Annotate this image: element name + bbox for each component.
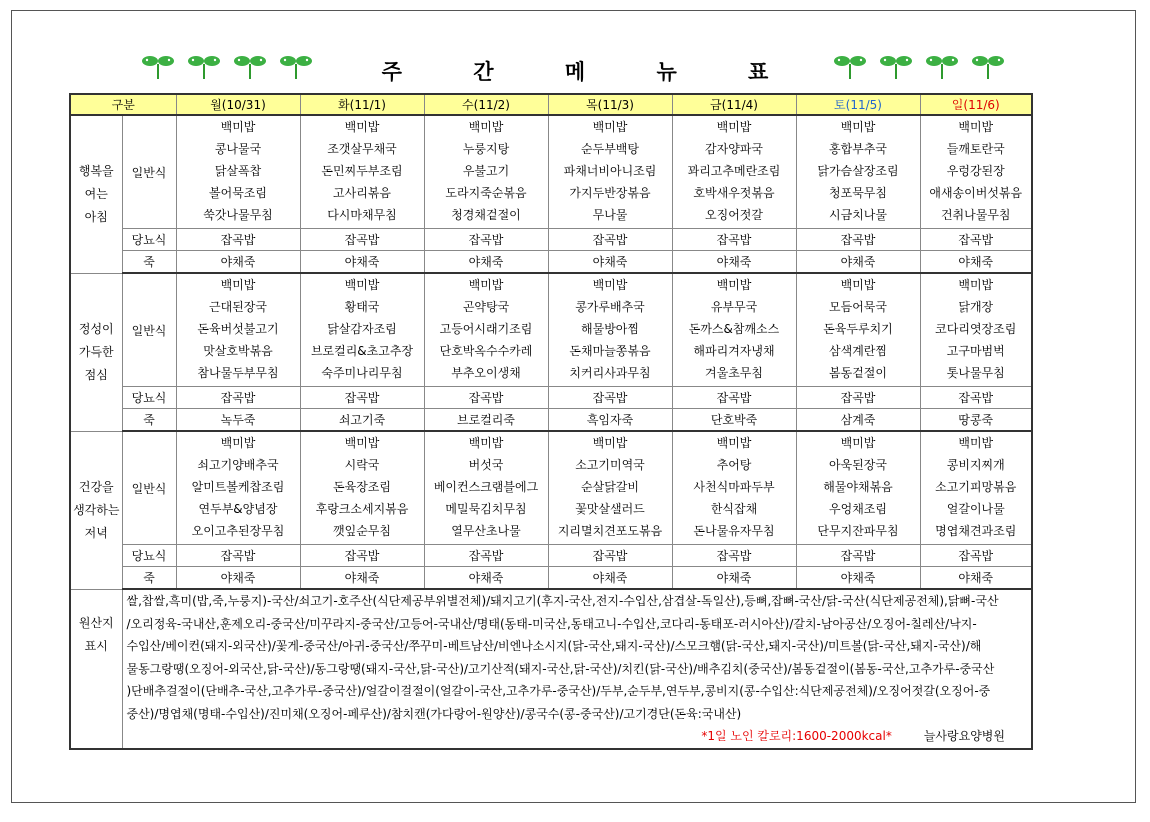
menu-item: 근대된장국 <box>209 300 267 314</box>
diabetic-cell-thu: 잡곡밥 <box>548 229 672 251</box>
menu-item: 홍합부추국 <box>829 142 887 156</box>
menu-item: 콩가루배추국 <box>575 300 645 314</box>
section-label-line: 건강을 <box>78 479 114 494</box>
menu-cell-tue <box>300 273 424 387</box>
general-meal-label: 일반식 <box>122 115 176 229</box>
porridge-cell-mon: 야채죽 <box>176 251 300 274</box>
menu-item: 치커리사과무침 <box>569 366 651 380</box>
menu-cell-wed <box>424 273 548 387</box>
menu-item: 꽃맛살샐러드 <box>575 502 645 516</box>
lunch-diabetic-row <box>70 387 1032 409</box>
menu-item: 백미밥 <box>716 120 752 134</box>
diabetic-cell-thu: 잡곡밥 <box>548 387 672 409</box>
menu-cell-tue <box>300 431 424 545</box>
diabetic-cell-wed: 잡곡밥 <box>424 387 548 409</box>
menu-item: 명엽채견과조림 <box>935 524 1017 538</box>
section-label-line: 여는 <box>84 186 108 201</box>
footer-line <box>127 725 1028 748</box>
origin-label <box>70 589 122 749</box>
menu-item: 백미밥 <box>220 278 256 292</box>
menu-item: 삼색계란찜 <box>829 344 887 358</box>
menu-item: 단무지잔파무침 <box>817 524 899 538</box>
menu-item: 고사리볶음 <box>333 186 391 200</box>
menu-item: 모듬어묵국 <box>829 300 887 314</box>
menu-item: 부추오이생채 <box>451 366 521 380</box>
diabetic-cell-sat: 잡곡밥 <box>796 387 920 409</box>
day-header-sun: 일(11/6) <box>920 94 1032 115</box>
menu-item: 가지두반장볶음 <box>569 186 651 200</box>
origin-line: 중산)/명엽채(명태-수입산)/진미채(오징어-페루산)/참치캔(가다랑어-원양산)/콩국수(콩-중국산)/고기경단(돈육:국내산) <box>126 706 742 721</box>
menu-item: 순두부백탕 <box>581 142 639 156</box>
porridge-cell-sun: 야채죽 <box>920 251 1032 274</box>
porridge-meal-label: 죽 <box>122 251 176 274</box>
menu-item: 조갯살무채국 <box>327 142 397 156</box>
menu-item: 해파리겨자냉채 <box>693 344 775 358</box>
menu-item: 닭개장 <box>958 300 994 314</box>
sprout-icon <box>924 52 960 80</box>
sprout-icon <box>832 52 868 80</box>
menu-item: 돈나물유자무침 <box>693 524 775 538</box>
menu-item: 알미트볼케찹조림 <box>191 480 285 494</box>
breakfast-diabetic-row <box>70 229 1032 251</box>
menu-item: 우엉채조림 <box>829 502 887 516</box>
menu-item: 다시마채무침 <box>327 208 397 222</box>
menu-item: 볼어묵조림 <box>209 186 267 200</box>
diabetic-cell-tue: 잡곡밥 <box>300 545 424 567</box>
porridge-cell-fri: 단호박죽 <box>672 409 796 432</box>
menu-cell-thu <box>548 273 672 387</box>
origin-line: 물동그랑땡(오징어-외국산,닭-국산)/동그랑땡(돼지-국산,닭-국산)/고기산적(돼지-국산,닭-국산)/치킨(닭-국산)/배추김치(중국산)/봄동겉절이(봄동-국산,고추가루-중국산 <box>126 661 995 676</box>
menu-item: 열무산초나물 <box>451 524 521 538</box>
menu-item: 돈육장조림 <box>333 480 391 494</box>
porridge-cell-mon: 야채죽 <box>176 567 300 590</box>
menu-item: 소고기피망볶음 <box>935 480 1017 494</box>
menu-item: 꽈리고추메란조림 <box>687 164 781 178</box>
menu-cell-mon <box>176 115 300 229</box>
porridge-cell-sun: 야채죽 <box>920 567 1032 590</box>
menu-cell-thu <box>548 115 672 229</box>
day-header-mon: 월(10/31) <box>176 94 300 115</box>
menu-item: 브로컬리&초고추장 <box>310 344 414 358</box>
menu-item: 백미밥 <box>344 120 380 134</box>
menu-item: 돈육버섯불고기 <box>197 322 279 336</box>
menu-cell-fri <box>672 115 796 229</box>
menu-item: 백미밥 <box>344 278 380 292</box>
diabetic-meal-label: 당뇨식 <box>122 545 176 567</box>
menu-item: 백미밥 <box>840 278 876 292</box>
section-label-line: 점심 <box>84 367 108 382</box>
menu-item: 닭가슴살장조림 <box>817 164 899 178</box>
menu-item: 고구마범벅 <box>946 344 1005 358</box>
diabetic-cell-mon: 잡곡밥 <box>176 229 300 251</box>
porridge-cell-thu: 야채죽 <box>548 567 672 590</box>
menu-cell-sun <box>920 273 1032 387</box>
menu-item: 백미밥 <box>468 120 504 134</box>
menu-item: 콩나물국 <box>214 142 262 156</box>
menu-item: 백미밥 <box>220 120 256 134</box>
sprout-icon <box>970 52 1006 80</box>
day-header-sat: 토(11/5) <box>796 94 920 115</box>
menu-item: 돈민찌두부조림 <box>321 164 403 178</box>
menu-item: 봄동겉절이 <box>829 366 887 380</box>
diabetic-meal-label: 당뇨식 <box>122 387 176 409</box>
diabetic-cell-thu: 잡곡밥 <box>548 545 672 567</box>
menu-cell-sun <box>920 431 1032 545</box>
menu-item: 연두부&양념장 <box>198 502 278 516</box>
section-label-line: 행복을 <box>78 163 114 178</box>
menu-item: 백미밥 <box>716 278 752 292</box>
menu-item: 백미밥 <box>958 436 994 450</box>
diabetic-cell-mon: 잡곡밥 <box>176 545 300 567</box>
porridge-cell-tue: 쇠고기죽 <box>300 409 424 432</box>
menu-item: 돈육두루치기 <box>823 322 893 336</box>
menu-item: 추어탕 <box>716 458 752 472</box>
menu-item: 애새송이버섯볶음 <box>929 186 1023 200</box>
breakfast-porridge-row <box>70 251 1032 274</box>
menu-item: 청경채겉절이 <box>451 208 521 222</box>
menu-item: 깻잎순무침 <box>333 524 391 538</box>
menu-item: 우불고기 <box>462 164 510 178</box>
porridge-cell-sat: 야채죽 <box>796 567 920 590</box>
menu-item: 백미밥 <box>592 120 628 134</box>
breakfast-general-row <box>70 115 1032 229</box>
menu-item: 숙주미나리무침 <box>321 366 403 380</box>
origin-line: )단배추걸절이(단배추-국산,고추가루-중국산)/얼갈이걸절이(얼갈이-국산,고추가루-중국산)/두부,순두부,연두부,콩비지(콩-수입산:식단제공전체)/오징어젓갈(오징어-중 <box>126 684 991 698</box>
dinner-section-label <box>70 431 122 589</box>
menu-item: 백미밥 <box>840 436 876 450</box>
diabetic-cell-mon: 잡곡밥 <box>176 387 300 409</box>
dinner-porridge-row <box>70 567 1032 590</box>
menu-item: 해물야채볶음 <box>823 480 893 494</box>
diabetic-cell-sun: 잡곡밥 <box>920 387 1032 409</box>
menu-item: 소고기미역국 <box>575 458 645 472</box>
menu-item: 건취나물무침 <box>940 208 1011 222</box>
menu-cell-mon <box>176 273 300 387</box>
menu-item: 돈채마늘쫑볶음 <box>569 344 651 358</box>
menu-item: 누룽지탕 <box>462 142 510 156</box>
porridge-cell-thu: 야채죽 <box>548 251 672 274</box>
menu-item: 곤약탕국 <box>462 300 510 314</box>
breakfast-section-label <box>70 115 122 273</box>
porridge-cell-tue: 야채죽 <box>300 251 424 274</box>
origin-text <box>122 589 1032 749</box>
origin-row <box>70 589 1032 749</box>
dinner-diabetic-row <box>70 545 1032 567</box>
menu-item: 베이컨스크램블에그 <box>433 480 539 494</box>
dinner-general-row <box>70 431 1032 545</box>
menu-item: 백미밥 <box>592 278 628 292</box>
diabetic-cell-fri: 잡곡밥 <box>672 229 796 251</box>
porridge-cell-wed: 야채죽 <box>424 251 548 274</box>
menu-item: 감자양파국 <box>705 142 763 156</box>
section-label-line: 가득한 <box>78 344 114 359</box>
menu-item: 황태국 <box>344 300 380 314</box>
menu-cell-wed <box>424 115 548 229</box>
menu-item: 백미밥 <box>468 278 504 292</box>
menu-item: 들깨토란국 <box>946 142 1005 156</box>
menu-item: 오이고추된장무침 <box>191 524 285 538</box>
menu-cell-wed <box>424 431 548 545</box>
menu-item: 쇠고기양배추국 <box>197 458 279 472</box>
diabetic-cell-sun: 잡곡밥 <box>920 229 1032 251</box>
porridge-cell-tue: 야채죽 <box>300 567 424 590</box>
origin-label-line: 표시 <box>84 638 108 653</box>
menu-cell-sat <box>796 273 920 387</box>
menu-item: 백미밥 <box>840 120 876 134</box>
porridge-cell-fri: 야채죽 <box>672 251 796 274</box>
menu-cell-fri <box>672 273 796 387</box>
sprout-decoration-right <box>832 52 1006 80</box>
menu-item: 사천식마파두부 <box>693 480 775 494</box>
menu-item: 해물방아찜 <box>581 322 639 336</box>
diabetic-cell-sat: 잡곡밥 <box>796 545 920 567</box>
menu-item: 쑥갓나물무침 <box>203 208 273 222</box>
menu-item: 겨울초무침 <box>705 366 763 380</box>
section-label-line: 아침 <box>84 209 108 224</box>
menu-item: 참나물두부무침 <box>197 366 279 380</box>
diabetic-cell-sat: 잡곡밥 <box>796 229 920 251</box>
lunch-porridge-row <box>70 409 1032 432</box>
porridge-cell-wed: 야채죽 <box>424 567 548 590</box>
menu-item: 백미밥 <box>716 436 752 450</box>
menu-item: 메밀묵김치무침 <box>445 502 527 516</box>
menu-item: 무나물 <box>592 208 628 222</box>
diabetic-cell-wed: 잡곡밥 <box>424 229 548 251</box>
section-label-line: 정성이 <box>78 321 114 336</box>
menu-cell-thu <box>548 431 672 545</box>
menu-item: 톳나물무침 <box>946 366 1005 380</box>
weekly-menu-table <box>69 93 1033 750</box>
menu-item: 고등어시래기조림 <box>439 322 533 336</box>
menu-item: 후랑크소세지볶음 <box>315 502 409 516</box>
diabetic-cell-fri: 잡곡밥 <box>672 387 796 409</box>
menu-item: 백미밥 <box>220 436 256 450</box>
menu-item: 돈까스&참깨소스 <box>688 322 780 336</box>
menu-item: 백미밥 <box>958 120 994 134</box>
menu-item: 단호박옥수수카레 <box>439 344 533 358</box>
menu-item: 한식잡채 <box>710 502 758 516</box>
general-meal-label: 일반식 <box>122 431 176 545</box>
menu-cell-sun <box>920 115 1032 229</box>
day-header-fri: 금(11/4) <box>672 94 796 115</box>
lunch-section-label <box>70 273 122 431</box>
calorie-note: *1일 노인 칼로리:1600-2000kcal* <box>701 729 892 743</box>
menu-item: 청포묵무침 <box>829 186 887 200</box>
porridge-meal-label: 죽 <box>122 409 176 432</box>
menu-item: 콩비지찌개 <box>946 458 1005 472</box>
menu-item: 백미밥 <box>468 436 504 450</box>
menu-item: 파채너비아니조림 <box>563 164 657 178</box>
menu-item: 백미밥 <box>344 436 380 450</box>
menu-item: 닭살감자조림 <box>327 322 397 336</box>
general-meal-label: 일반식 <box>122 273 176 387</box>
menu-cell-tue <box>300 115 424 229</box>
diabetic-meal-label: 당뇨식 <box>122 229 176 251</box>
menu-cell-sat <box>796 431 920 545</box>
menu-item: 순살닭갈비 <box>581 480 639 494</box>
menu-item: 시금치나물 <box>829 208 887 222</box>
diabetic-cell-wed: 잡곡밥 <box>424 545 548 567</box>
porridge-cell-sun: 땅콩죽 <box>920 409 1032 432</box>
menu-item: 코다리엿장조림 <box>935 322 1017 336</box>
menu-item: 유부무국 <box>710 300 758 314</box>
section-label-line: 저녁 <box>84 525 108 540</box>
menu-item: 우렁강된장 <box>946 164 1005 178</box>
menu-item: 시락국 <box>344 458 380 472</box>
porridge-cell-wed: 브로컬리죽 <box>424 409 548 432</box>
menu-item: 지리멸치견포도볶음 <box>557 524 663 538</box>
porridge-cell-mon: 녹두죽 <box>176 409 300 432</box>
porridge-cell-fri: 야채죽 <box>672 567 796 590</box>
menu-cell-mon <box>176 431 300 545</box>
origin-label-line: 원산지 <box>78 615 114 630</box>
porridge-meal-label: 죽 <box>122 567 176 590</box>
hospital-name: 늘사랑요양병원 <box>923 729 1005 743</box>
menu-item: 맛살호박볶음 <box>203 344 273 358</box>
menu-cell-sat <box>796 115 920 229</box>
category-header: 구분 <box>70 94 176 115</box>
menu-item: 버섯국 <box>468 458 504 472</box>
sprout-icon <box>878 52 914 80</box>
origin-line: 쌀,찹쌀,흑미(밥,죽,누룽지)-국산/쇠고기-호주산(식단제공부위별전체)/돼지고기(후지-국산,전지-수입산,삼겹살-독일산),등뼈,잡뼈-국산/닭-국산(식단제공전체),닭뼈-국산 <box>126 594 999 608</box>
menu-item: 오징어젓갈 <box>705 208 763 222</box>
porridge-cell-sat: 삼계죽 <box>796 409 920 432</box>
day-header-wed: 수(11/2) <box>424 94 548 115</box>
menu-item: 백미밥 <box>592 436 628 450</box>
menu-item: 아욱된장국 <box>829 458 887 472</box>
menu-item: 얼갈이나물 <box>946 502 1005 516</box>
day-header-tue: 화(11/1) <box>300 94 424 115</box>
menu-item: 호박새우젓볶음 <box>693 186 775 200</box>
section-label-line: 생각하는 <box>73 502 120 517</box>
menu-cell-fri <box>672 431 796 545</box>
menu-item: 백미밥 <box>958 278 994 292</box>
origin-line: 수입산/베이컨(돼지-외국산)/꽃게-중국산/아귀-중국산/쭈꾸미-베트남산/비엔나소시지(닭-국산,돼지-국산)/스모크햄(닭-국산,돼지-국산)/미트볼(닭-국산,돼지-국산)/해 <box>126 639 982 653</box>
porridge-cell-sat: 야채죽 <box>796 251 920 274</box>
page-title: 주 간 메 뉴 표 <box>381 60 801 84</box>
diabetic-cell-tue: 잡곡밥 <box>300 387 424 409</box>
origin-line: /오리정육-국내산,훈제오리-중국산/미꾸라지-중국산/고등어-국내산/명태(동태-미국산,동태고니-수입산,코다리-동태포-러시아산)/갈치-남아공산/오징어-칠레산/낙지- <box>126 616 977 631</box>
day-header-thu: 목(11/3) <box>548 94 672 115</box>
menu-item: 도라지죽순볶음 <box>445 186 527 200</box>
menu-item: 닭살폭찹 <box>214 164 262 178</box>
diabetic-cell-sun: 잡곡밥 <box>920 545 1032 567</box>
diabetic-cell-fri: 잡곡밥 <box>672 545 796 567</box>
header-row <box>70 94 1032 115</box>
diabetic-cell-tue: 잡곡밥 <box>300 229 424 251</box>
porridge-cell-thu: 흑임자죽 <box>548 409 672 432</box>
lunch-general-row <box>70 273 1032 387</box>
